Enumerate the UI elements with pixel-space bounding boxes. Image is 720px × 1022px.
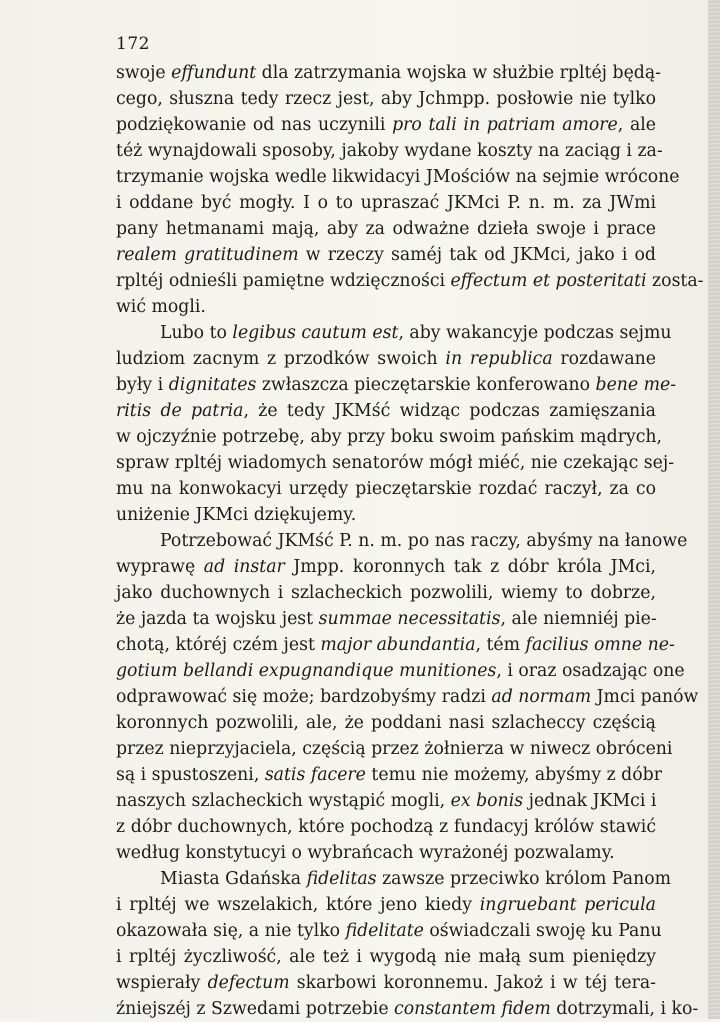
text-line: [116, 164, 680, 190]
text-line: [116, 216, 656, 242]
italic-latin-phrase: pro tali in patriam amore: [392, 115, 618, 135]
text-line: [116, 554, 656, 580]
text-segment: chotą, któréj czém jest: [116, 635, 321, 655]
text-line: [116, 736, 673, 762]
italic-latin-phrase: dignitates: [168, 375, 257, 395]
text-segment: odprawować się może; bardzobyśmy radzi: [116, 687, 492, 707]
text-segment: wić mogli.: [116, 297, 206, 317]
text-line: [116, 346, 656, 372]
text-segment: zosta-: [646, 271, 704, 291]
text-segment: téż wynajdowali sposoby, jakoby wydane koszty na zaciąg i za-: [116, 141, 663, 161]
text-segment: Lubo to: [160, 323, 233, 343]
text-segment: źniejszéj z Szwedami potrzebie: [116, 999, 395, 1019]
italic-latin-phrase: ex bonis: [450, 791, 524, 811]
text-segment: podziękowanie od nas uczynili: [116, 115, 393, 135]
text-segment: że jazda ta wojsku jest: [116, 609, 319, 629]
text-line: [116, 60, 662, 86]
text-line: [116, 138, 663, 164]
text-line: [116, 294, 656, 320]
italic-latin-phrase: defectum: [207, 973, 290, 993]
text-line: [116, 86, 656, 112]
text-segment: oświadczali swoję ku Panu: [423, 921, 662, 941]
text-segment: przez nieprzyjaciela, częścią przez żołnierza w niwecz obróceni: [116, 739, 673, 759]
text-segment: jednak JKMci i: [523, 791, 657, 811]
text-line: [116, 320, 672, 346]
text-segment: były i: [116, 375, 169, 395]
text-line: [116, 814, 656, 840]
text-segment: wspierały: [116, 973, 208, 993]
text-line: [116, 996, 699, 1022]
text-line: [116, 606, 656, 632]
text-line: [116, 502, 656, 528]
text-segment: i rpltéj we wszelakich, które jeno kiedy: [116, 895, 480, 915]
text-segment: , aby wakancyje podczas sejmu: [398, 323, 672, 343]
page-number: 172: [116, 34, 150, 54]
text-line: [116, 632, 675, 658]
italic-latin-phrase: bene me-: [595, 375, 677, 395]
text-segment: dla zatrzymania wojska w służbie rpltéj będą-: [256, 63, 662, 83]
italic-latin-phrase: ritis de patria: [116, 401, 244, 421]
text-segment: mu na konwokacyi urzędy pieczętarskie rozdać raczył, za co: [116, 479, 656, 499]
text-segment: Potrzebować JKMść P. n. m. po nas raczy, abyśmy na łanowe: [160, 531, 688, 551]
text-segment: skarbowi koronnemu. Jakoż i w téj tera-: [289, 973, 656, 993]
text-line: [116, 580, 656, 606]
text-segment: cego, słuszna tedy rzecz jest, aby Jchmpp. posłowie nie tylko: [116, 89, 656, 109]
text-segment: Jmpp. koronnych tak z dóbr króla JMci,: [284, 557, 656, 577]
italic-latin-phrase: realem gratitudinem: [116, 245, 299, 265]
text-segment: wyprawę: [116, 557, 204, 577]
text-segment: z dóbr duchownych, które pochodzą z fundacyj królów stawić: [116, 817, 656, 837]
text-line: [116, 112, 656, 138]
text-line: [116, 450, 675, 476]
italic-latin-phrase: constantem fidem: [394, 999, 551, 1019]
italic-latin-phrase: fidelitas: [306, 869, 377, 889]
italic-latin-phrase: major abundantia: [320, 635, 476, 655]
text-segment: Miasta Gdańska: [160, 869, 307, 889]
italic-latin-phrase: summae necessitatis: [318, 609, 501, 629]
text-segment: rpltéj odnieśli pamiętne wdzięczności: [116, 271, 451, 291]
text-segment: naszych szlacheckich wystąpić mogli,: [116, 791, 451, 811]
text-line: [116, 190, 656, 216]
text-line: [116, 918, 662, 944]
text-line: [116, 658, 685, 684]
text-line: [116, 476, 656, 502]
text-line: [116, 866, 672, 892]
text-line: [116, 528, 688, 554]
italic-latin-phrase: effectum et posteritati: [450, 271, 647, 291]
text-segment: koronnych pozwolili, ale, że poddani nasi szlacheccy częścią: [116, 713, 656, 733]
italic-latin-phrase: gotium bellandi expugnandique munitiones: [116, 661, 497, 681]
text-segment: pany hetmanami mają, aby za odważne dzieła swoje i prace: [116, 219, 656, 239]
page-edge-shadow: [708, 0, 720, 1019]
text-line: [116, 710, 656, 736]
text-segment: według konstytucyi o wybrańcach wyrażonéj pozwalamy.: [116, 843, 615, 863]
italic-latin-phrase: satis facere: [264, 765, 366, 785]
italic-latin-phrase: ad instar: [203, 557, 285, 577]
text-segment: ludziom zacnym z przodków swoich: [116, 349, 446, 369]
text-line: [116, 762, 662, 788]
text-segment: Jmci panów: [591, 687, 699, 707]
italic-latin-phrase: ad normam: [491, 687, 592, 707]
text-segment: swoje: [116, 63, 172, 83]
text-segment: i oddane być mogły. I o to upraszać JKMci P. n. m. za JWmi: [116, 193, 656, 213]
text-line: [116, 268, 704, 294]
text-segment: okazowała się, a nie tylko: [116, 921, 346, 941]
body-text: [116, 60, 704, 1022]
text-line: [116, 424, 663, 450]
text-line: [116, 944, 656, 970]
text-segment: , ale: [617, 115, 656, 135]
italic-latin-phrase: facilius omne ne-: [525, 635, 675, 655]
italic-latin-phrase: effundunt: [171, 63, 257, 83]
text-segment: , tém: [475, 635, 526, 655]
text-segment: spraw rpltéj wiadomych senatorów mógł miéć, nie czekając sej-: [116, 453, 675, 473]
text-segment: , i oraz osadzając one: [496, 661, 685, 681]
text-segment: temu nie możemy, abyśmy z dóbr: [365, 765, 662, 785]
text-line: [116, 892, 656, 918]
italic-latin-phrase: in republica: [445, 349, 553, 369]
text-line: [116, 684, 699, 710]
text-segment: i rpltéj życzliwość, ale też i wygodą nie małą sum pieniędzy: [116, 947, 656, 967]
text-line: [116, 788, 656, 814]
text-line: [116, 970, 656, 996]
text-segment: trzymanie wojska wedle likwidacyi JMościów na sejmie wrócone: [116, 167, 680, 187]
text-segment: dotrzymali, i ko-: [550, 999, 699, 1019]
text-line: [116, 242, 656, 268]
text-line: [116, 372, 677, 398]
text-line: [116, 840, 656, 866]
text-segment: jako duchownych i szlacheckich pozwolili, wiemy to dobrze,: [116, 583, 656, 603]
text-segment: zawsze przeciwko królom Panom: [376, 869, 672, 889]
text-segment: zwłaszcza pieczętarskie konferowano: [256, 375, 596, 395]
italic-latin-phrase: fidelitate: [345, 921, 424, 941]
text-segment: są i spustoszeni,: [116, 765, 265, 785]
text-segment: uniżenie JKMci dziękujemy.: [116, 505, 357, 525]
text-segment: , ale niemniéj pie-: [500, 609, 657, 629]
italic-latin-phrase: legibus cautum est: [232, 323, 399, 343]
text-segment: rozdawane: [552, 349, 656, 369]
text-line: [116, 398, 656, 424]
text-segment: , że tedy JKMść widząc podczas zamięszania: [243, 401, 656, 421]
text-segment: w ojczyźnie potrzebę, aby przy boku swoim pańskim mądrych,: [116, 427, 663, 447]
italic-latin-phrase: ingruebant pericula: [479, 895, 656, 915]
text-segment: w rzeczy saméj tak od JKMci, jako i od: [298, 245, 656, 265]
